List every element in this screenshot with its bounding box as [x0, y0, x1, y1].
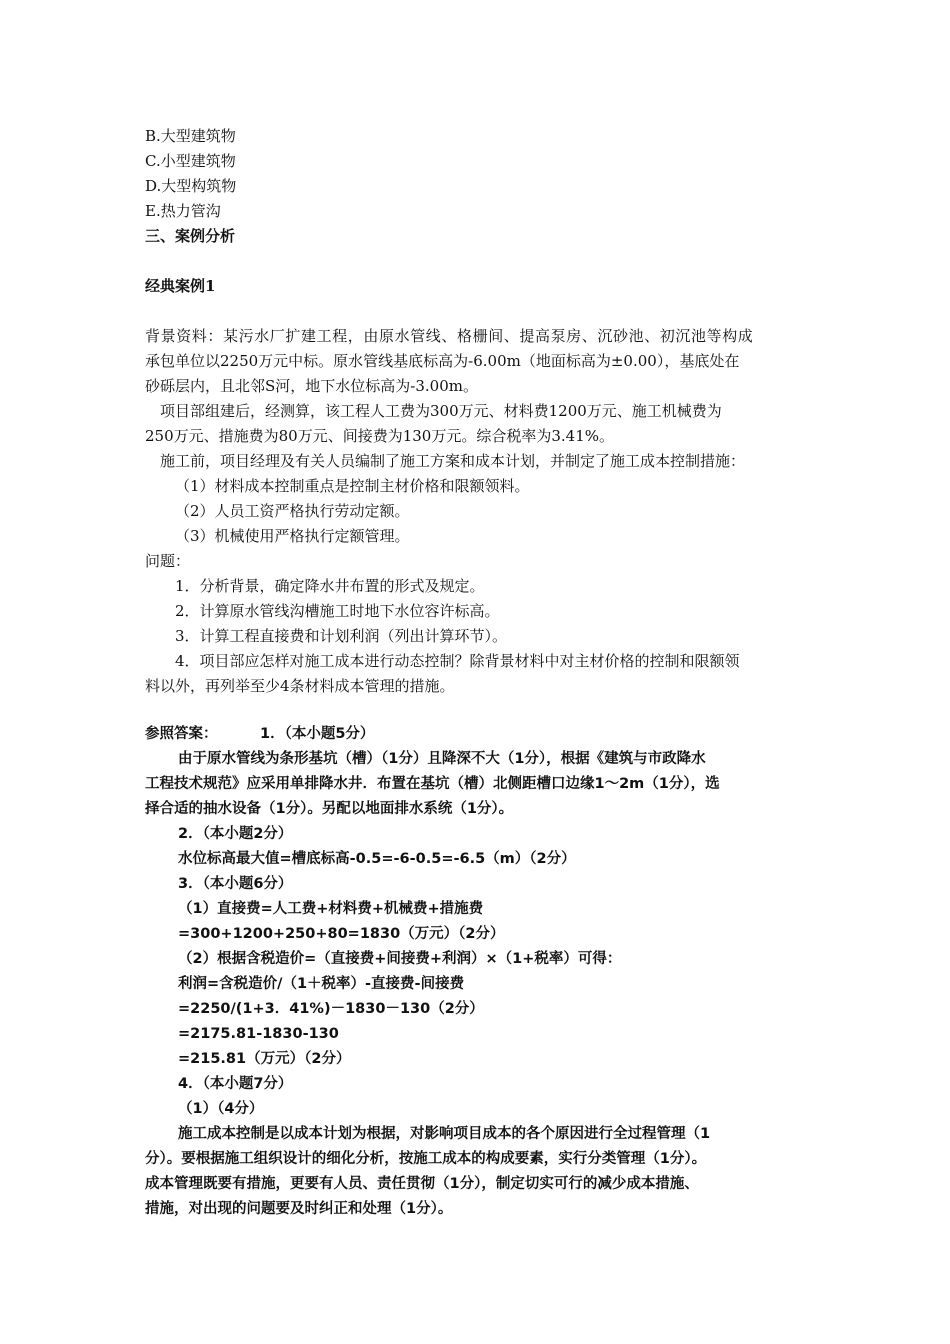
background-line: 砂砾层内，且北邻S河，地下水位标高为-3.00m。: [145, 377, 478, 395]
background-line: 背景资料：某污水厂扩建工程，由原水管线、格栅间、提高泵房、沉砂池、初沉池等构成: [145, 327, 754, 345]
answer-line: 由于原水管线为条形基坑（槽）（1分）且降深不大（1分），根据《建筑与市政降水: [178, 751, 706, 767]
answer-line: （2）根据含税造价=（直接费+间接费+利润）×（1+税率）可得：: [178, 951, 622, 967]
answer-line: 4．（本小题7分）: [178, 1076, 293, 1092]
control-measure: （1）材料成本控制重点是控制主材价格和限额领料。: [175, 477, 530, 495]
option-b: B.大型建筑物: [145, 127, 236, 145]
questions-label: 问题：: [145, 552, 191, 570]
answer-line: =2175.81-1830-130: [178, 1026, 339, 1042]
answer-line: 水位标高最大值=槽底标高-0.5=-6-0.5=-6.5（m）（2分）: [178, 851, 576, 867]
background-line: 承包单位以2250万元中标。原水管线基底标高为-6.00m（地面标高为±0.00），基底处在: [145, 352, 740, 370]
option-d: D.大型构筑物: [145, 177, 237, 195]
answer-line: 施工成本控制是以成本计划为根据，对影响项目成本的各个原因进行全过程管理（1: [178, 1126, 711, 1142]
answer-line: 工程技术规范》应采用单排降水井．布置在基坑（槽）北侧距槽口边缘1～2m（1分），选: [145, 776, 720, 792]
answer-line: 利润=含税造价/（1＋税率）-直接费-间接费: [178, 976, 465, 992]
question-item: 2．计算原水管线沟槽施工时地下水位容许标高。: [175, 602, 500, 620]
option-c: C.小型建筑物: [145, 152, 236, 170]
answer-line: （1）直接费=人工费+材料费+机械费+措施费: [178, 901, 484, 917]
answer-line: 2．（本小题2分）: [178, 826, 293, 842]
answer-line: 择合适的抽水设备（1分）。另配以地面排水系统（1分）。: [145, 801, 514, 817]
answer-line: =2250/(1+3．41%)－1830－130（2分）: [178, 1001, 484, 1017]
question-item: 1．分析背景，确定降水井布置的形式及规定。: [175, 577, 485, 595]
question-item: 料以外，再列举至少4条材料成本管理的措施。: [145, 677, 455, 695]
answer-line: 成本管理既要有措施，更要有人员、责任贯彻（1分），制定切实可行的减少成本措施、: [145, 1176, 699, 1192]
answer-line: =300+1200+250+80=1830（万元）（2分）: [178, 926, 505, 942]
answer-line: 分）。要根据施工组织设计的细化分析，按施工成本的构成要素，实行分类管理（1分）。: [145, 1151, 707, 1167]
background-line: 项目部组建后，经测算，该工程人工费为300万元、材料费1200万元、施工机械费为: [160, 402, 722, 420]
answer-line: 3．（本小题6分）: [178, 876, 293, 892]
case-title: 经典案例1: [145, 277, 216, 295]
section-heading: 三、案例分析: [145, 227, 236, 245]
answer-line: 措施，对出现的问题要及时纠正和处理（1分）。: [145, 1201, 453, 1217]
option-e: E.热力管沟: [145, 202, 221, 220]
background-line: 施工前，项目经理及有关人员编制了施工方案和成本计划，并制定了施工成本控制措施：: [160, 452, 746, 470]
answer-line: =215.81（万元）（2分）: [178, 1051, 351, 1067]
answer-line: 1．（本小题5分）: [260, 726, 375, 742]
control-measure: （2）人员工资严格执行劳动定额。: [175, 502, 410, 520]
question-item: 4．项目部应怎样对施工成本进行动态控制？除背景材料中对主材价格的控制和限额领: [175, 652, 740, 670]
control-measure: （3）机械使用严格执行定额管理。: [175, 527, 410, 545]
answer-label: 参照答案：: [145, 726, 218, 742]
question-item: 3．计算工程直接费和计划利润（列出计算环节）。: [175, 627, 508, 645]
answer-line: （1）（4分）: [178, 1101, 264, 1117]
background-line: 250万元、措施费为80万元、间接费为130万元。综合税率为3.41%。: [145, 427, 615, 445]
